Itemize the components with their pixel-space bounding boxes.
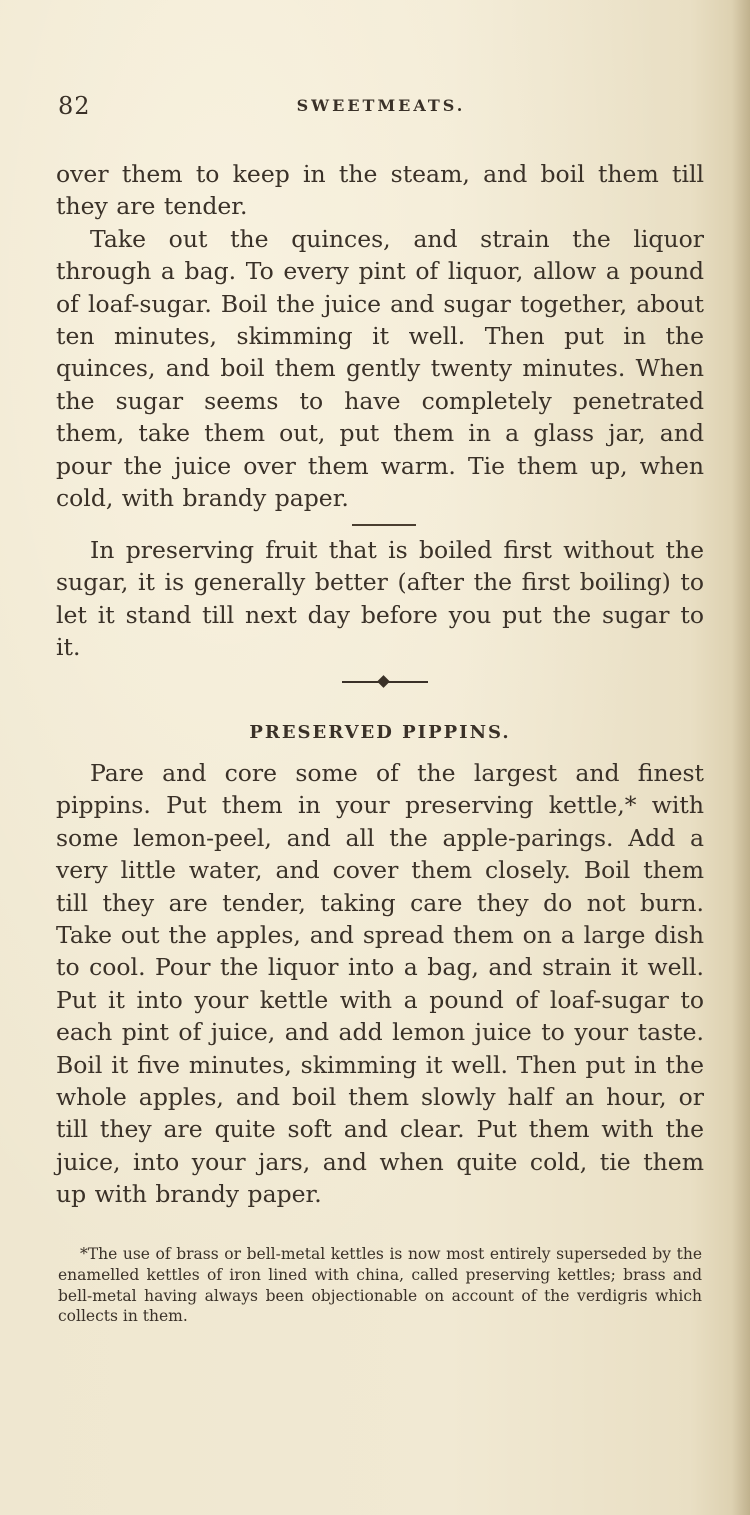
recipe-continued-paragraph-1: over them to keep in the steam, and boil them till they are tender. — [56, 160, 704, 221]
recipe-continued-paragraph-2: Take out the quinces, and strain the liquor through a bag. To every pint of liquor, allow a pound of loaf-sugar. Boil the juice and sugar together, about ten minutes, skimming it well. Then put in the quinces, and boil them gently twenty minutes. When the sugar seems to have completely penetrated them, take them out, put them in a glass jar, and pour the juice over them warm. Tie them up, when cold, with brandy paper. — [56, 224, 704, 513]
recipe-continued — [56, 158, 704, 514]
note-block — [56, 534, 704, 664]
section-paragraph: Pare and core some of the largest and finest pippins. Put them in your preserving kettle,* with some lemon-peel, and all the apple-parings. Add a very little water, and cover them closely. Boil them till they are tender, taking care they do not burn. Take out the apples, and spread them on a large dish to cool. Pour the liquor into a bag, and strain it well. Put it into your kettle with a pound of loaf-sugar to each pint of juice, and add lemon juice to your taste. Boil it five minutes, skimming it well. Then put in the whole apples, and boil them slowly half an hour, or till they are quite soft and clear. Put them with the juice, into your jars, and when quite cold, tie them up with brandy paper. — [56, 759, 704, 1209]
ornament-divider — [342, 677, 428, 687]
ornament-line-left — [342, 681, 380, 683]
page-number: 82 — [58, 92, 91, 120]
running-head: SWEETMEATS. — [296, 96, 466, 115]
section-title: PRESERVED PIPPINS. — [249, 722, 511, 743]
note-paragraph: In preserving fruit that is boiled first without the sugar, it is generally better (after the first boiling) to let it stand till next day before you put the sugar to it. — [56, 536, 704, 662]
page-header — [58, 92, 704, 124]
footnote — [58, 1244, 702, 1327]
page-edge-shadow — [732, 0, 750, 1515]
ornament-line-right — [388, 681, 428, 683]
section-body — [56, 757, 704, 1211]
footnote-text: *The use of brass or bell-metal kettles is now most entirely superseded by the enamelled kettles of iron lined with china, called preserving kettles; brass and bell-metal having always been objectionable on account of the verdigris which collects in them. — [58, 1245, 702, 1326]
section-rule — [352, 524, 416, 526]
